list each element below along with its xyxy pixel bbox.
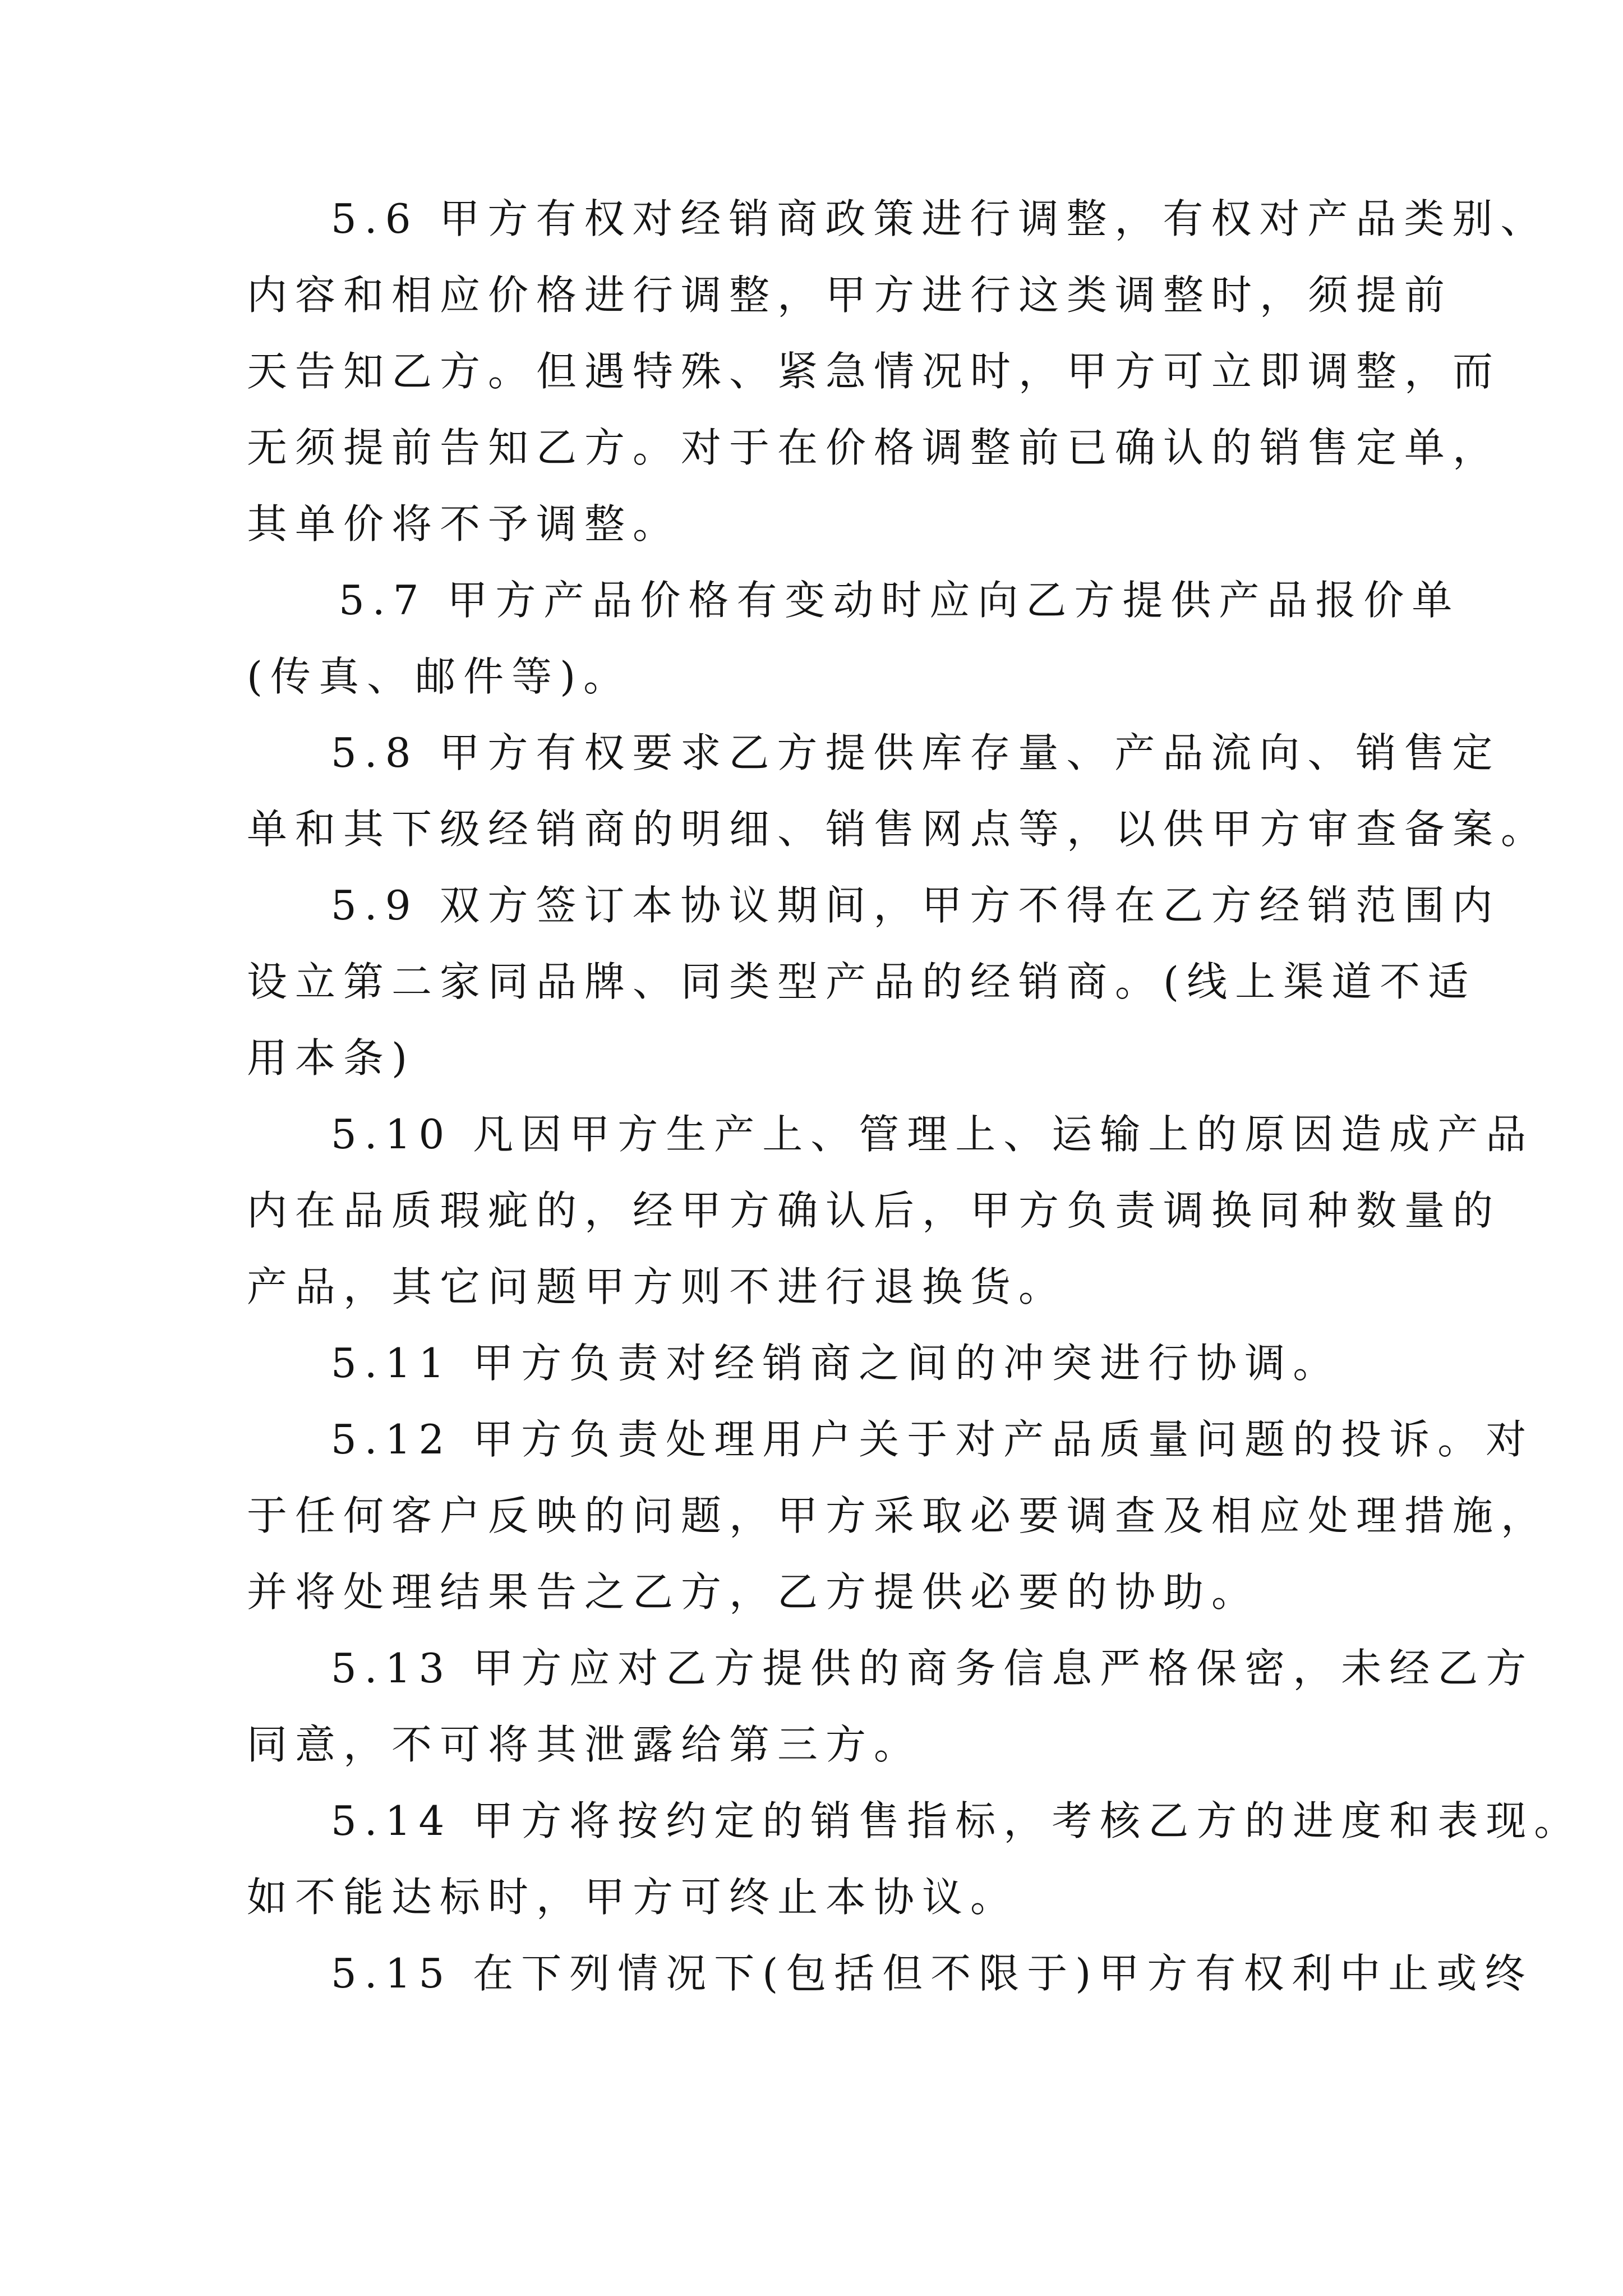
clause-5-6-line-5: 其单价将不予调整。 bbox=[247, 500, 681, 547]
clause-5-14-line-1: 5.14 甲方将按约定的销售指标，考核乙方的进度和表现。 bbox=[331, 1797, 1583, 1844]
clause-5-10-line-2: 内在品质瑕疵的，经甲方确认后，甲方负责调换同种数量的 bbox=[247, 1187, 1501, 1234]
clause-5-13-line-2: 同意，不可将其泄露给第三方。 bbox=[247, 1721, 923, 1768]
clause-5-7-line-2: (传真、邮件等)。 bbox=[247, 653, 632, 700]
clause-5-6-line-3: 天告知乙方。但遇特殊、紧急情况时，甲方可立即调整，而 bbox=[247, 348, 1501, 395]
clause-5-12-line-1: 5.12 甲方负责处理用户关于对产品质量问题的投诉。对 bbox=[331, 1416, 1534, 1463]
clause-5-8-line-2: 单和其下级经销商的明细、销售网点等，以供甲方审查备案。 bbox=[247, 806, 1550, 853]
clause-5-8-line-1: 5.8 甲方有权要求乙方提供库存量、产品流向、销售定 bbox=[331, 729, 1501, 776]
clause-5-7-line-1: 5.7 甲方产品价格有变动时应向乙方提供产品报价单 bbox=[339, 577, 1460, 624]
clause-5-10-line-3: 产品，其它问题甲方则不进行退换货。 bbox=[247, 1263, 1067, 1310]
clause-5-15-line-1: 5.15 在下列情况下(包括但不限于)甲方有权利中止或终 bbox=[331, 1950, 1533, 1997]
clause-5-9-line-1: 5.9 双方签订本协议期间，甲方不得在乙方经销范围内 bbox=[331, 882, 1501, 929]
clause-5-11-line-1: 5.11 甲方负责对经销商之间的冲突进行协调。 bbox=[331, 1340, 1341, 1387]
clause-5-12-line-2: 于任何客户反映的问题，甲方采取必要调查及相应处理措施， bbox=[247, 1492, 1550, 1539]
clause-5-10-line-1: 5.10 凡因甲方生产上、管理上、运输上的原因造成产品 bbox=[331, 1111, 1534, 1158]
clause-5-9-line-2: 设立第二家同品牌、同类型产品的经销商。(线上渠道不适 bbox=[247, 958, 1477, 1005]
clause-5-13-line-1: 5.13 甲方应对乙方提供的商务信息严格保密，未经乙方 bbox=[331, 1645, 1534, 1692]
clause-5-14-line-2: 如不能达标时，甲方可终止本协议。 bbox=[247, 1874, 1019, 1921]
clause-5-9-line-3: 用本条) bbox=[247, 1034, 416, 1082]
clause-5-6-line-1: 5.6 甲方有权对经销商政策进行调整，有权对产品类别、 bbox=[331, 195, 1549, 242]
clause-5-6-line-4: 无须提前告知乙方。对于在价格调整前已确认的销售定单， bbox=[247, 424, 1501, 471]
clause-5-6-line-2: 内容和相应价格进行调整，甲方进行这类调整时，须提前 bbox=[247, 272, 1453, 319]
clause-5-12-line-3: 并将处理结果告之乙方，乙方提供必要的协助。 bbox=[247, 1568, 1260, 1616]
